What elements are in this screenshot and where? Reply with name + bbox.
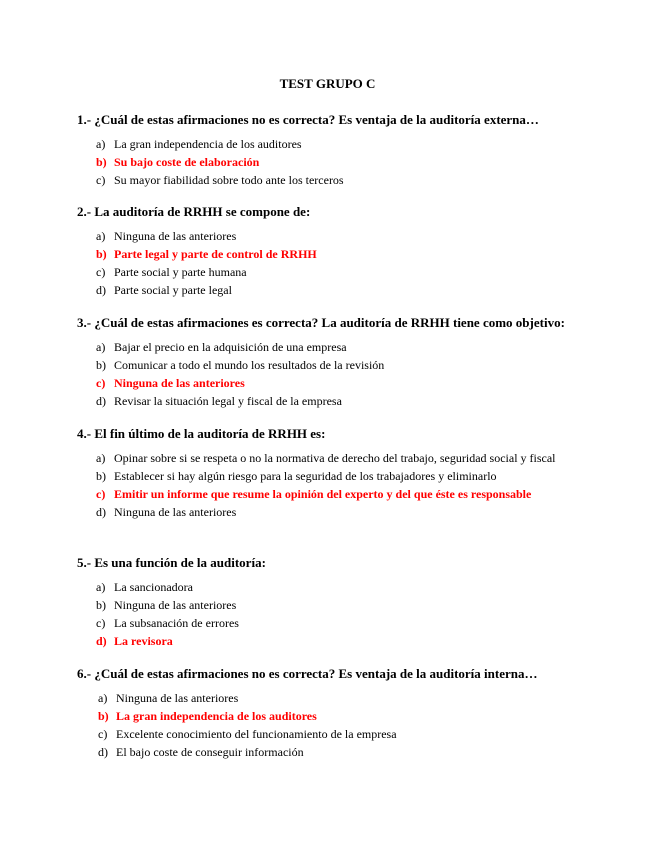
option-d: d) El bajo coste de conseguir información — [98, 745, 304, 759]
option-b-correct: b) La gran independencia de los auditores — [98, 709, 317, 723]
option-d: d) Revisar la situación legal y fiscal de la empresa — [96, 394, 342, 408]
question-6 — [77, 665, 582, 761]
option-a: a) Bajar el precio en la adquisición de una empresa — [96, 340, 347, 354]
question-text: 3.- ¿Cuál de estas afirmaciones es correcta? La auditoría de RRHH tiene como objetivo: — [77, 315, 565, 330]
question-2 — [77, 203, 582, 299]
option-a: a) La gran independencia de los auditores — [96, 137, 302, 151]
question-text: 6.- ¿Cuál de estas afirmaciones no es correcta? Es ventaja de la auditoría interna… — [77, 666, 538, 681]
option-b: b) Ninguna de las anteriores — [96, 598, 237, 612]
question-4 — [77, 425, 582, 521]
option-b: b) Comunicar a todo el mundo los resultados de la revisión — [96, 358, 385, 372]
option-c-correct: c) Emitir un informe que resume la opinión del experto y del que éste es responsable — [96, 487, 532, 501]
option-d: d) Parte social y parte legal — [96, 283, 232, 297]
question-text: 1.- ¿Cuál de estas afirmaciones no es correcta? Es ventaja de la auditoría externa… — [77, 112, 539, 127]
option-a: a) Ninguna de las anteriores — [98, 691, 239, 705]
option-a: a) Ninguna de las anteriores — [96, 229, 237, 243]
option-b-correct: b) Parte legal y parte de control de RRHH — [96, 247, 317, 261]
option-c: c) La subsanación de errores — [96, 616, 239, 630]
option-c: c) Excelente conocimiento del funcionamiento de la empresa — [98, 727, 397, 741]
option-c: c) Su mayor fiabilidad sobre todo ante los terceros — [96, 173, 344, 187]
option-b-correct: b) Su bajo coste de elaboración — [96, 155, 260, 169]
question-5 — [77, 554, 582, 650]
question-text: 2.- La auditoría de RRHH se compone de: — [77, 204, 311, 219]
question-3 — [77, 314, 582, 410]
option-d-correct: d) La revisora — [96, 634, 173, 648]
option-c: c) Parte social y parte humana — [96, 265, 247, 279]
question-text: 5.- Es una función de la auditoría: — [77, 555, 266, 570]
option-c-correct: c) Ninguna de las anteriores — [96, 376, 245, 390]
page-title: TEST GRUPO C — [279, 76, 376, 91]
option-a: a) La sancionadora — [96, 580, 193, 594]
question-text: 4.- El fin último de la auditoría de RRHH es: — [77, 426, 326, 441]
option-b: b) Establecer si hay algún riesgo para la seguridad de los trabajadores y eliminarlo — [96, 469, 497, 483]
option-a: a) Opinar sobre si se respeta o no la normativa de derecho del trabajo, seguridad social y fiscal — [96, 451, 556, 465]
option-d: d) Ninguna de las anteriores — [96, 505, 237, 519]
question-1 — [77, 111, 582, 189]
